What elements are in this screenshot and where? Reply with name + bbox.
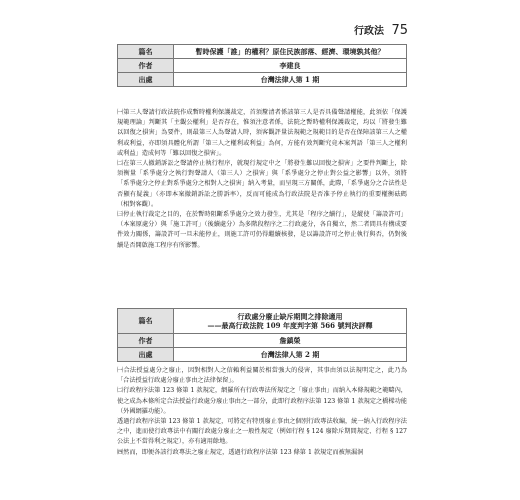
summary-paragraph: ㈠第三人聲請行政法院作成暫時權利保護裁定，首須釐清者係該第三人是否具備聲請權能，此須依「保護規範理論」判斷其「主觀公權利」是否存在，惟須注意者係，法院之暫時權利保護裁定，均以「將發生難以回復之損害」為要件，則最第三人為聲請人時，須客觀評量法規範之規範目的是否在保障該第三人之權利或利益，亦即須具體化所謂「第三人之權利或利益」為何，方能有效判斷究竟本案判語「第三人之權利或利益」造成何等「難以回復之損害」。 — [117, 109, 407, 157]
title-row — [118, 309, 407, 334]
article-author: 李建良 — [174, 59, 407, 73]
running-header — [354, 22, 408, 38]
summary-paragraph: ㈡行政程序法第 123 條第 1 款規定，網羅所有行政專法所規定之「廢止事由」而納入本條規範之範疇內，使之成為本條所定合法授益行政處分廢止事由之一部分，此即行政程序法第 123 條第 1 款規定之橋樑功能（外國網羅功能）。 — [117, 387, 407, 415]
title-label: 篇名 — [118, 45, 174, 59]
article-source: 台灣法律人第 2 期 — [174, 348, 407, 362]
article-title: 暫時保護「誰」的權利？原住民族部落、經濟、環境孰其他？ — [174, 45, 407, 59]
summary-paragraph: 透過行政程序法第 123 條第 1 款規定，可將定有特別廢止事由之個別行政專法收編，統一納入行政程序法之中，進而使行政專法中有關行政處分廢止之一般性規定（例如行程 § 124 廢除斥期間規定、行程 § 127 公法上不當得利之規定），亦有適用餘地。 — [117, 418, 407, 446]
article-summary-2 — [117, 366, 407, 458]
source-row — [118, 348, 407, 362]
author-label: 作者 — [118, 59, 174, 73]
source-row — [118, 73, 407, 87]
summary-paragraph: ㈡在第三人撤銷訴訟之聲請停止執行程序，就現行規定中之「將發生難以回復之損害」之要件判斷上，除須衡量「系爭處分之執行對聲請人（第三人）之損害」與「系爭處分之停止對公益之影響」以外，須將「系爭處分之停止對系爭處分之相對人之損害」納入考量，而呈現三方關係，此際，「系爭處分之合法性是否顯有疑義」（亦即本案撤銷訴訟之勝訴率），反而可能成為行政法院是否准予停止執行的重要權衡砝碼（相對客觀）。 — [117, 160, 407, 208]
author-label: 作者 — [118, 334, 174, 348]
author-row — [118, 334, 407, 348]
source-label: 出處 — [118, 73, 174, 87]
article-source: 台灣法律人第 1 期 — [174, 73, 407, 87]
article-summary-1 — [117, 108, 407, 251]
summary-paragraph: ㈣然而，即便各該行政專法之廢止規定，透過行政程序法第 123 條第 1 款規定而被無漏洞 — [117, 448, 364, 456]
title-row — [118, 45, 407, 59]
summary-paragraph: ㈢停止執行裁定之目的，在於暫時阻斷系爭處分之效力發生，尤其是「程序之續行」，是縱使「籌設許可」（本案原處分）與「施工許可」（後續處分）為多階段程序之二行政處分，各自獨立，然二者間具有構成要件效力關係，籌設許可一旦未能停止，則施工許可仍得繼續核發，是以籌設許可之停止執行與否，仍對後續是否開啟施工程序有所影響。 — [117, 211, 407, 249]
author-row — [118, 59, 407, 73]
section-title: 行政法 — [353, 26, 384, 37]
title-label: 篇名 — [118, 309, 174, 334]
article-author: 詹鎮榮 — [174, 334, 407, 348]
article-info-table-2 — [117, 308, 407, 362]
article-title-line2: ——最高行政法院 109 年度判字第 566 號判決評釋 — [207, 321, 373, 330]
article-title-line1: 行政處分廢止缺斥期間之排除適用 — [237, 311, 343, 321]
page-number: 75 — [391, 23, 408, 38]
article-info-table-1 — [117, 44, 407, 87]
summary-paragraph: ㈠合法授益處分之廢止，因對相對人之信賴利益關於相當強大的侵害，其事由須以法規明定之，此乃為「合法授益行政處分廢止事由之法律保留」。 — [117, 367, 407, 385]
source-label: 出處 — [118, 348, 174, 362]
article-title — [174, 309, 407, 334]
